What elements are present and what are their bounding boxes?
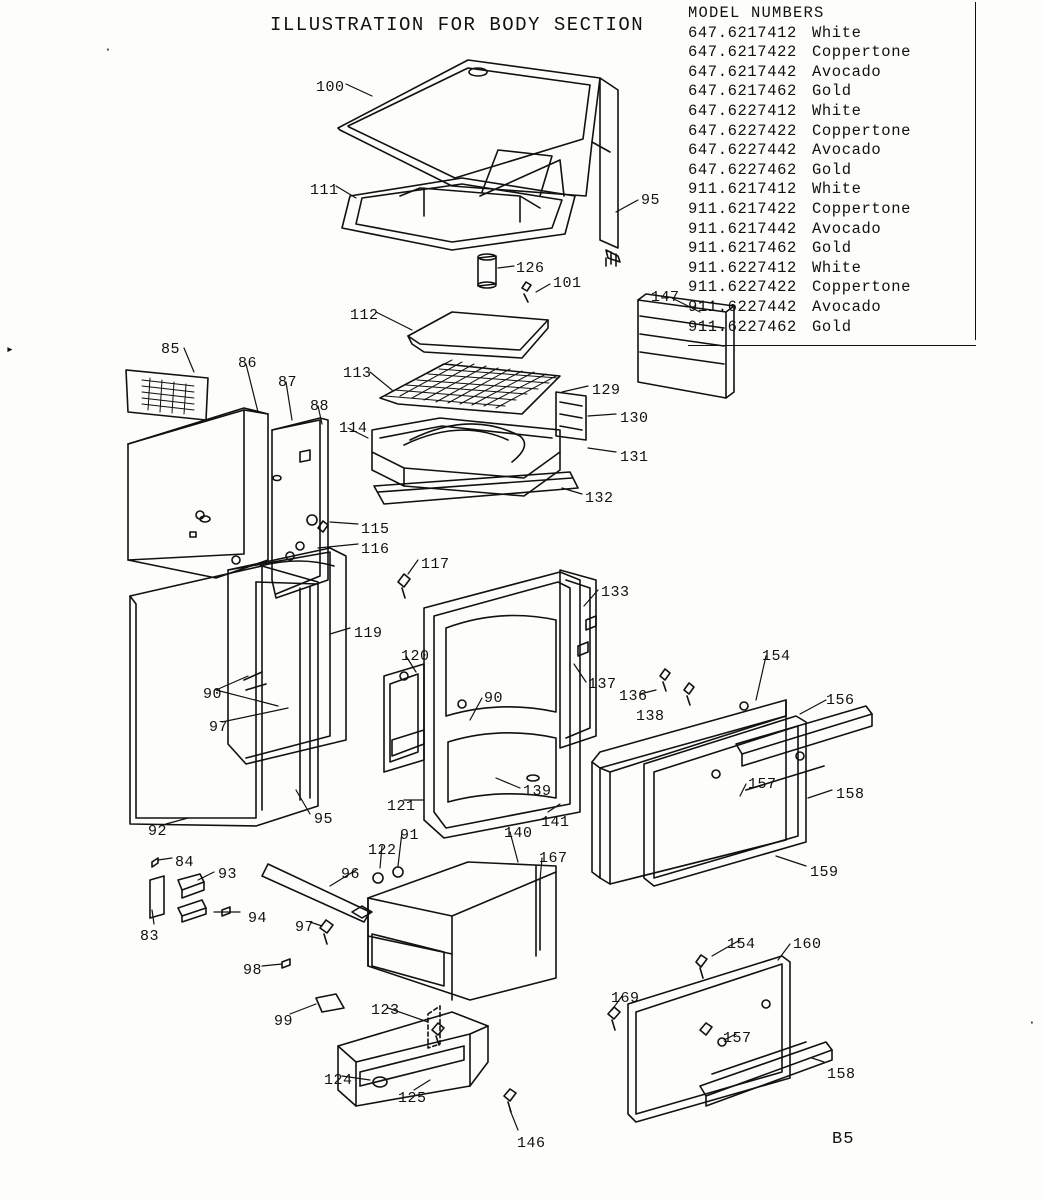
part-callout-119: 119: [354, 625, 383, 642]
part-callout-146: 146: [517, 1135, 546, 1152]
model-number: 911.6217422: [688, 199, 797, 218]
part-callout-97: 97: [295, 919, 315, 936]
model-numbers-heading: MODEL NUMBERS: [688, 4, 825, 22]
part-callout-91: 91: [400, 827, 420, 844]
part-callout-112: 112: [350, 307, 379, 324]
part-callout-167: 167: [539, 850, 568, 867]
model-color: Coppertone: [812, 43, 912, 62]
model-number: 911.6217442: [688, 219, 797, 238]
part-callout-86: 86: [238, 355, 258, 372]
part-callout-83: 83: [140, 928, 160, 945]
part-callout-87: 87: [278, 374, 298, 391]
part-callout-141: 141: [541, 814, 570, 831]
model-number: 647.6227462: [688, 160, 797, 179]
model-color: Coppertone: [812, 199, 912, 218]
part-callout-101: 101: [553, 275, 582, 292]
part-callout-117: 117: [421, 556, 450, 573]
model-number: 647.6227412: [688, 101, 797, 120]
part-callout-138: 138: [636, 708, 665, 725]
model-color: White: [812, 180, 862, 199]
model-number: 647.6217422: [688, 43, 797, 62]
model-color: Avocado: [812, 62, 882, 81]
part-callout-158: 158: [836, 786, 865, 803]
part-callout-113: 113: [343, 365, 372, 382]
part-callout-98: 98: [243, 962, 263, 979]
part-callout-100: 100: [316, 79, 345, 96]
model-number: 911.6227442: [688, 297, 797, 316]
model-color: Gold: [812, 160, 852, 179]
page-number: B5: [832, 1130, 855, 1149]
model-color: Coppertone: [812, 121, 912, 140]
part-callout-95: 95: [641, 192, 661, 209]
model-color: Gold: [812, 239, 852, 258]
part-callout-157: 157: [723, 1030, 752, 1047]
part-callout-132: 132: [585, 490, 614, 507]
part-callout-158: 158: [827, 1066, 856, 1083]
part-callout-130: 130: [620, 410, 649, 427]
part-callout-92: 92: [148, 823, 168, 840]
model-color: Avocado: [812, 219, 882, 238]
part-callout-115: 115: [361, 521, 390, 538]
model-color: Coppertone: [812, 278, 912, 297]
model-color: Avocado: [812, 141, 882, 160]
part-callout-157: 157: [748, 776, 777, 793]
part-callout-93: 93: [218, 866, 238, 883]
part-callout-96: 96: [341, 866, 361, 883]
part-callout-97: 97: [209, 719, 229, 736]
part-callout-160: 160: [793, 936, 822, 953]
part-callout-116: 116: [361, 541, 390, 558]
part-callout-114: 114: [339, 420, 368, 437]
part-callout-154: 154: [727, 936, 756, 953]
part-callout-131: 131: [620, 449, 649, 466]
model-color: White: [812, 101, 862, 120]
model-number: 647.6217442: [688, 62, 797, 81]
part-callout-121: 121: [387, 798, 416, 815]
model-color: Avocado: [812, 297, 882, 316]
model-color: White: [812, 258, 862, 277]
scan-edge-mark: ▸: [6, 342, 14, 357]
model-number: 647.6227422: [688, 121, 797, 140]
part-callout-159: 159: [810, 864, 839, 881]
part-callout-124: 124: [324, 1072, 353, 1089]
model-number: 647.6217412: [688, 23, 797, 42]
part-callout-95: 95: [314, 811, 334, 828]
part-callout-90: 90: [484, 690, 504, 707]
part-callout-137: 137: [588, 676, 617, 693]
model-number: 647.6227442: [688, 141, 797, 160]
model-number: 647.6217462: [688, 82, 797, 101]
part-callout-154: 154: [762, 648, 791, 665]
model-color: Gold: [812, 82, 852, 101]
part-callout-122: 122: [368, 842, 397, 859]
part-callout-120: 120: [401, 648, 430, 665]
scan-edge-mark: ·: [1028, 1015, 1036, 1030]
model-number: 911.6227412: [688, 258, 797, 277]
model-number: 911.6217412: [688, 180, 797, 199]
part-callout-84: 84: [175, 854, 195, 871]
part-callout-85: 85: [161, 341, 181, 358]
part-callout-156: 156: [826, 692, 855, 709]
part-callout-123: 123: [371, 1002, 400, 1019]
part-callout-94: 94: [248, 910, 268, 927]
part-callout-140: 140: [504, 825, 533, 842]
part-callout-147: 147: [651, 289, 680, 306]
model-number: 911.6227422: [688, 278, 797, 297]
part-callout-125: 125: [398, 1090, 427, 1107]
part-callout-90: 90: [203, 686, 223, 703]
part-callout-139: 139: [523, 783, 552, 800]
part-callout-169: 169: [611, 990, 640, 1007]
part-callout-133: 133: [601, 584, 630, 601]
model-number: 911.6217462: [688, 239, 797, 258]
part-callout-136: 136: [619, 688, 648, 705]
part-callout-129: 129: [592, 382, 621, 399]
scan-edge-mark: ·: [104, 42, 112, 57]
page-title: ILLUSTRATION FOR BODY SECTION: [270, 14, 645, 36]
model-number: 911.6227462: [688, 317, 797, 336]
model-color: Gold: [812, 317, 852, 336]
part-callout-111: 111: [310, 182, 339, 199]
model-color: White: [812, 23, 862, 42]
part-callout-99: 99: [274, 1013, 294, 1030]
part-callout-126: 126: [516, 260, 545, 277]
part-callout-88: 88: [310, 398, 330, 415]
